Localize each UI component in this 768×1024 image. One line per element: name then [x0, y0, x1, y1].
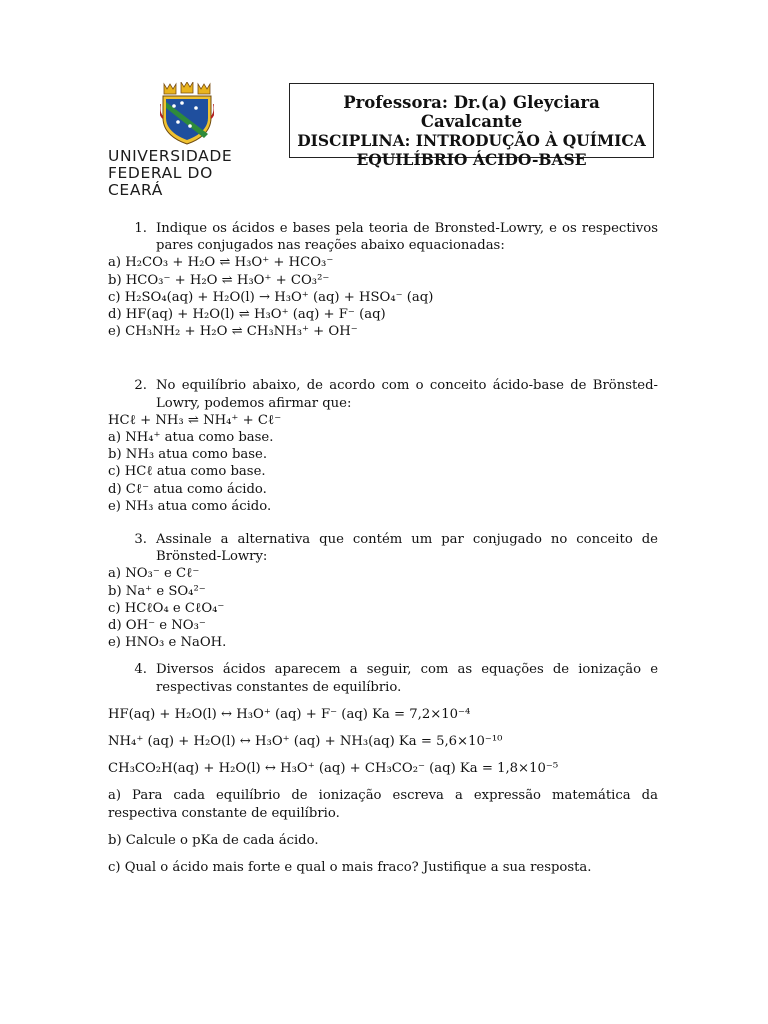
university-crest-icon	[160, 82, 214, 146]
list-item: d) OH⁻ e NO₃⁻	[108, 618, 206, 634]
university-logo	[108, 82, 268, 199]
university-name	[108, 148, 268, 199]
question-part-a: a) Para cada equilíbrio de ionização escreva a expressão matemática da respectiva constante de equilíbrio.	[108, 788, 658, 821]
list-item: e) NH₃ atua como ácido.	[108, 498, 272, 514]
question-3	[108, 531, 658, 565]
question-part-c: c) Qual o ácido mais forte e qual o mais fraco? Justifique a sua resposta.	[108, 860, 592, 876]
equation: HF(aq) + H₂O(l) ↔ H₃O⁺ (aq) + F⁻ (aq) Ka = 7,2×10⁻⁴	[108, 706, 471, 722]
list-item: a) NO₃⁻ e Cℓ⁻	[108, 566, 200, 582]
question-statement: Assinale a alternativa que contém um par conjugado no conceito de Brönsted-Lowry:	[156, 532, 658, 565]
question-number: 3.	[134, 532, 147, 548]
list-item: d) HF(aq) + H₂O(l) ⇌ H₃O⁺ (aq) + F⁻ (aq)	[108, 307, 386, 323]
question-part-b: b) Calcule o pKa de cada ácido.	[108, 832, 319, 848]
equation: HCℓ + NH₃ ⇌ NH₄⁺ + Cℓ⁻	[108, 412, 282, 428]
list-item: d) Cℓ⁻ atua como ácido.	[108, 481, 267, 497]
question-number: 2.	[134, 378, 147, 394]
university-name-line2: FEDERAL DO CEARÁ	[108, 164, 213, 199]
professor-name: Professora: Dr.(a) Gleyciara Cavalcante	[343, 93, 600, 131]
list-item: b) Na⁺ e SO₄²⁻	[108, 583, 206, 599]
list-item: a) H₂CO₃ + H₂O ⇌ H₃O⁺ + HCO₃⁻	[108, 255, 334, 271]
list-item: c) HCℓO₄ e CℓO₄⁻	[108, 600, 225, 616]
question-number: 1.	[134, 221, 147, 236]
list-item: b) HCO₃⁻ + H₂O ⇌ H₃O⁺ + CO₃²⁻	[108, 272, 330, 288]
question-2	[108, 377, 658, 411]
list-item: a) NH₄⁺ atua como base.	[108, 430, 274, 446]
course-header-box	[289, 83, 654, 169]
list-item: e) CH₃NH₂ + H₂O ⇌ CH₃NH₃⁺ + OH⁻	[108, 324, 358, 340]
topic-title: EQUILÍBRIO ÁCIDO-BASE	[356, 150, 587, 169]
question-number: 4.	[134, 662, 147, 678]
equation: CH₃CO₂H(aq) + H₂O(l) ↔ H₃O⁺ (aq) + CH₃CO₂⁻ (aq) Ka = 1,8×10⁻⁵	[108, 761, 559, 777]
question-statement: No equilíbrio abaixo, de acordo com o conceito ácido-base de Brönsted-Lowry, podemos afirmar que:	[156, 378, 658, 411]
exercise-content	[108, 220, 658, 876]
question-statement: Indique os ácidos e bases pela teoria de Bronsted-Lowry, e os respectivos pares conjugados nas reações abaixo equacionadas:	[156, 221, 658, 254]
list-item: c) H₂SO₄(aq) + H₂O(l) → H₃O⁺ (aq) + HSO₄⁻ (aq)	[108, 289, 434, 305]
university-name-line1: UNIVERSIDADE	[108, 147, 233, 165]
list-item: e) HNO₃ e NaOH.	[108, 635, 227, 651]
discipline-title: DISCIPLINA: INTRODUÇÃO À QUÍMICA	[297, 131, 646, 150]
question-statement: Diversos ácidos aparecem a seguir, com as equações de ionização e respectivas constantes de equilíbrio.	[156, 662, 658, 695]
question-4	[108, 661, 658, 695]
list-item: c) HCℓ atua como base.	[108, 464, 266, 480]
list-item: b) NH₃ atua como base.	[108, 447, 268, 463]
equation: NH₄⁺ (aq) + H₂O(l) ↔ H₃O⁺ (aq) + NH₃(aq) Ka = 5,6×10⁻¹⁰	[108, 734, 503, 750]
question-1	[108, 220, 658, 254]
